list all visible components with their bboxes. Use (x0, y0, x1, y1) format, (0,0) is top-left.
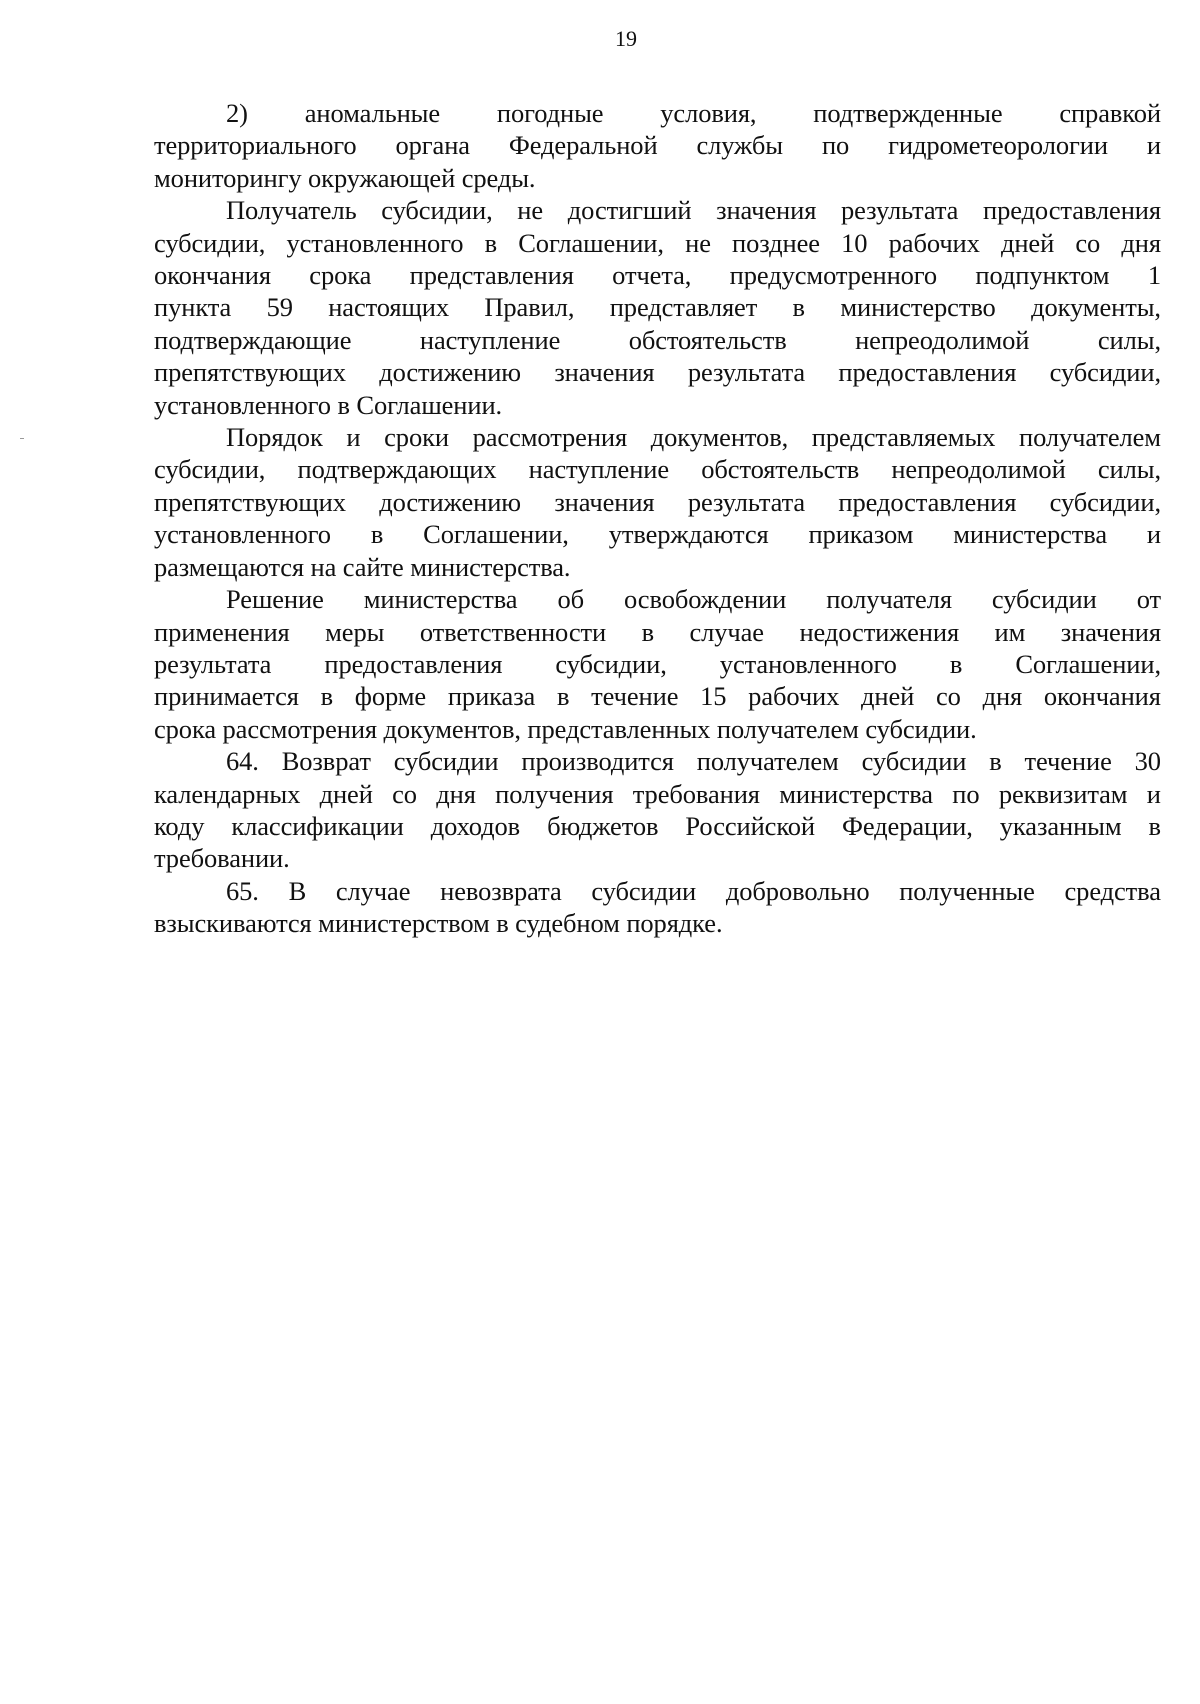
text-line: Порядок и сроки рассмотрения документов, представляемых получателем (226, 422, 1161, 453)
text-line: Решение министерства об освобождении получателя субсидии от (226, 584, 1161, 615)
text-line: результата предоставления субсидии, установленного в Соглашении, (154, 648, 1161, 679)
text-line: субсидии, подтверждающих наступление обстоятельств непреодолимой силы, (154, 454, 1161, 485)
text-line: 2) аномальные погодные условия, подтвержденные справкой (226, 98, 1161, 128)
text-line: установленного в Соглашении, утверждаются приказом министерства и (154, 519, 1161, 550)
paragraph (154, 194, 1161, 421)
text-line: требовании. (154, 843, 290, 874)
text-line: препятствующих достижению значения результата предоставления субсидии, (154, 486, 1161, 517)
document-body (154, 97, 1161, 940)
text-line: календарных дней со дня получения требования министерства по реквизитам и (154, 778, 1161, 809)
text-line: коду классификации доходов бюджетов Российской Федерации, указанным в (154, 810, 1161, 841)
text-line: 65. В случае невозврата субсидии добровольно полученные средства (226, 875, 1161, 906)
text-line: пункта 59 настоящих Правил, представляет в министерство документы, (154, 292, 1161, 323)
text-line: территориального органа Федеральной службы по гидрометеорологии и (154, 130, 1161, 161)
paragraph (154, 421, 1161, 583)
text-line: взыскиваются министерством в судебном порядке. (154, 908, 723, 939)
paragraph (154, 745, 1161, 875)
paragraph (154, 875, 1161, 940)
scan-artifact (20, 438, 24, 439)
text-line: мониторингу окружающей среды. (154, 162, 536, 193)
text-line: препятствующих достижению значения результата предоставления субсидии, (154, 357, 1161, 388)
paragraph (154, 583, 1161, 745)
text-line: подтверждающие наступление обстоятельств непреодолимой силы, (154, 324, 1161, 355)
text-line: срока рассмотрения документов, представленных получателем субсидии. (154, 713, 977, 744)
paragraph (154, 97, 1161, 194)
text-line: Получатель субсидии, не достигший значения результата предоставления (226, 195, 1161, 226)
text-line: размещаются на сайте министерства. (154, 551, 571, 582)
text-line: установленного в Соглашении. (154, 389, 503, 420)
text-line: окончания срока представления отчета, предусмотренного подпунктом 1 (154, 260, 1161, 291)
text-line: субсидии, установленного в Соглашении, не позднее 10 рабочих дней со дня (154, 227, 1161, 258)
page-number: 19 (615, 26, 637, 51)
text-line: применения меры ответственности в случае недостижения им значения (154, 616, 1161, 647)
text-line: 64. Возврат субсидии производится получателем субсидии в течение 30 (226, 746, 1161, 777)
text-line: принимается в форме приказа в течение 15 рабочих дней со дня окончания (154, 681, 1161, 712)
